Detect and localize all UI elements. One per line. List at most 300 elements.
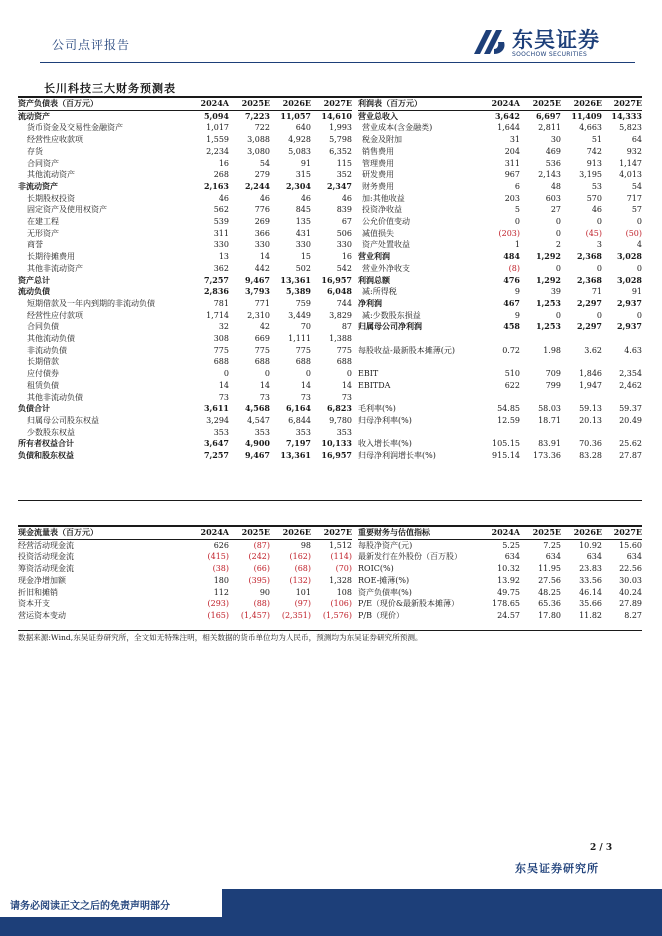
value-cell: 14,333: [611, 110, 642, 121]
table-row: [18, 251, 352, 263]
table-row: [18, 575, 352, 587]
row-label: 归属母公司股东权益: [27, 415, 99, 425]
value-cell: 634: [626, 552, 642, 562]
value-cell: 1,559: [206, 135, 229, 145]
value-cell: 2,297: [576, 321, 602, 332]
value-cell: (203): [498, 228, 520, 238]
table-row: [358, 239, 642, 251]
value-cell: 562: [213, 205, 229, 215]
value-cell: (45): [585, 228, 602, 238]
row-label: 固定资产及使用权资产: [27, 205, 107, 215]
value-cell: 484: [503, 251, 520, 262]
value-cell: (87): [253, 540, 270, 550]
value-cell: [602, 333, 642, 345]
table-title-cell: 重要财务与估值指标: [358, 527, 480, 539]
table-row: [18, 228, 352, 240]
table-row: [358, 438, 642, 450]
value-cell: 16,957: [321, 274, 352, 285]
value-cell: (162): [289, 552, 311, 562]
value-cell: 311: [213, 228, 229, 238]
value-cell: 2,462: [619, 380, 642, 390]
value-cell: 4,928: [288, 135, 311, 145]
value-cell: 16: [218, 158, 229, 168]
table-row: [18, 438, 352, 450]
value-cell: 776: [254, 205, 270, 215]
value-cell: 48.25: [538, 587, 561, 597]
value-cell: (50): [625, 228, 642, 238]
value-cell: [602, 427, 642, 439]
table-row: [358, 598, 642, 610]
table-row: [18, 169, 352, 181]
row-label: P/E（现价&最新股本摊薄）: [358, 599, 460, 609]
value-cell: 2,836: [203, 286, 229, 297]
page-title: 长川科技三大财务预测表: [44, 82, 176, 95]
value-cell: 268: [213, 170, 229, 180]
value-cell: (2,351): [281, 610, 311, 620]
table-row: [18, 146, 352, 158]
value-cell: 1,512: [329, 540, 352, 550]
header-divider: [40, 62, 635, 63]
value-cell: 7,257: [203, 274, 229, 285]
row-label: ROIC(%): [358, 564, 394, 574]
value-cell: 913: [586, 158, 602, 168]
value-cell: 1,714: [206, 310, 229, 320]
row-label: 长期股权投资: [27, 193, 75, 203]
value-cell: 98: [300, 540, 311, 550]
value-cell: 64: [631, 135, 642, 145]
year-header-cell: 2027E: [311, 527, 352, 539]
value-cell: 6: [514, 181, 520, 191]
value-cell: 4.63: [624, 345, 642, 355]
year-header-cell: 2024A: [188, 527, 229, 539]
value-cell: 688: [213, 357, 229, 367]
value-cell: 845: [295, 205, 311, 215]
row-label: 现金净增加额: [18, 575, 66, 585]
table-row: [358, 563, 642, 575]
value-cell: 0: [596, 217, 602, 227]
value-cell: 0: [555, 263, 561, 273]
value-cell: 688: [295, 357, 311, 367]
table-row: [358, 539, 642, 551]
value-cell: (8): [508, 263, 520, 273]
table-header-row: [358, 527, 642, 539]
row-label: EBITDA: [358, 380, 391, 390]
year-header-cell: 2026E: [561, 527, 602, 539]
value-cell: [520, 427, 561, 439]
value-cell: 2,354: [619, 369, 642, 379]
table-header-row: [18, 527, 352, 539]
row-label: 负债和股东权益: [18, 450, 74, 461]
table-row: [18, 368, 352, 380]
value-cell: 640: [295, 123, 311, 133]
value-cell: 1: [514, 240, 520, 250]
table-row: [18, 356, 352, 368]
table-row: [358, 122, 642, 134]
value-cell: 65.36: [538, 599, 561, 609]
row-label: EBIT: [358, 369, 379, 379]
cash-flow-table: [18, 527, 352, 622]
value-cell: 9,467: [244, 450, 270, 461]
row-label: 研发费用: [362, 170, 394, 180]
value-cell: 10.92: [579, 540, 602, 550]
value-cell: 7,223: [244, 110, 270, 121]
value-cell: 83.28: [579, 451, 602, 461]
value-cell: 0.72: [502, 345, 520, 355]
table-row: [18, 134, 352, 146]
value-cell: 7.25: [543, 540, 561, 550]
value-cell: 634: [545, 552, 561, 562]
row-label: 长期借款: [27, 357, 59, 367]
value-cell: 3,611: [203, 403, 229, 414]
value-cell: 1,017: [206, 123, 229, 133]
table-row: [358, 551, 642, 563]
value-cell: 839: [336, 205, 352, 215]
value-cell: 775: [213, 345, 229, 355]
row-label: ROE-摊薄(%): [358, 575, 410, 585]
row-label: 其他流动负债: [27, 334, 75, 344]
row-label: 存货: [27, 146, 43, 156]
row-label: 净利润: [358, 297, 382, 308]
row-label: 资产负债率(%): [358, 587, 412, 597]
value-cell: 6,352: [329, 146, 352, 156]
value-cell: 1,253: [535, 321, 561, 332]
value-cell: 932: [626, 146, 642, 156]
row-label: 毛利率(%): [358, 404, 396, 414]
year-header-cell: 2024A: [480, 98, 520, 110]
value-cell: 3,829: [329, 310, 352, 320]
year-header-cell: 2026E: [270, 98, 311, 110]
table-row: [358, 333, 642, 345]
value-cell: 2,368: [576, 274, 602, 285]
table-row: [18, 539, 352, 551]
value-cell: 35.66: [579, 599, 602, 609]
value-cell: 70: [300, 322, 311, 332]
row-label: 少数股东权益: [27, 427, 75, 437]
value-cell: [480, 392, 520, 404]
value-cell: 5,389: [285, 286, 311, 297]
row-label: 营业利润: [358, 251, 390, 262]
value-cell: 87: [341, 322, 352, 332]
logo-text-cn: 东吴证券: [512, 28, 600, 52]
footer-institute: 东吴证券研究所: [515, 862, 599, 875]
value-cell: 3,449: [288, 310, 311, 320]
row-label: 归母净利润增长率(%): [358, 451, 436, 461]
value-cell: 502: [295, 263, 311, 273]
value-cell: (165): [207, 610, 229, 620]
value-cell: 58.03: [538, 404, 561, 414]
value-cell: 27.89: [619, 599, 642, 609]
value-cell: 5,798: [329, 135, 352, 145]
value-cell: 4,900: [244, 438, 270, 449]
row-label: 应付债券: [27, 369, 59, 379]
row-label: 营业成本(含金融类): [362, 123, 433, 133]
table-row: [18, 598, 352, 610]
value-cell: 469: [545, 146, 561, 156]
table-row: [358, 110, 642, 122]
table-row: [18, 380, 352, 392]
value-cell: 59.13: [579, 404, 602, 414]
row-label: 每股收益-最新股本摊薄(元): [358, 345, 455, 355]
value-cell: 59.37: [619, 404, 642, 414]
value-cell: 25.62: [619, 439, 642, 449]
table-row: [358, 158, 642, 170]
value-cell: 5,823: [619, 123, 642, 133]
row-label: 减:所得税: [362, 287, 397, 297]
value-cell: [520, 392, 561, 404]
value-cell: 115: [336, 158, 352, 168]
value-cell: 53: [591, 181, 602, 191]
value-cell: 330: [254, 240, 270, 250]
value-cell: 0: [596, 310, 602, 320]
value-cell: 7,197: [285, 438, 311, 449]
value-cell: 2,368: [576, 251, 602, 262]
table-row: [358, 134, 642, 146]
year-header-cell: 2026E: [270, 527, 311, 539]
value-cell: 48: [550, 181, 561, 191]
table-row: [18, 181, 352, 193]
value-cell: 1,993: [329, 123, 352, 133]
table-row: [18, 263, 352, 275]
value-cell: 775: [254, 345, 270, 355]
value-cell: 1,388: [329, 334, 352, 344]
value-cell: 0: [636, 217, 642, 227]
value-cell: 101: [295, 587, 311, 597]
row-label: 归母净利率(%): [358, 415, 412, 425]
row-label: [358, 333, 480, 345]
value-cell: 1,253: [535, 297, 561, 308]
table-row: [358, 392, 642, 404]
table-row: [18, 345, 352, 357]
value-cell: 2,937: [616, 321, 642, 332]
value-cell: 17.80: [538, 610, 561, 620]
row-label: 货币资金及交易性金融资产: [27, 123, 123, 133]
value-cell: 12.59: [497, 415, 520, 425]
value-cell: 352: [336, 170, 352, 180]
row-label: 收入增长率(%): [358, 439, 412, 449]
table-row: [358, 345, 642, 357]
value-cell: [561, 392, 602, 404]
value-cell: 1,147: [619, 158, 642, 168]
value-cell: 431: [295, 228, 311, 238]
value-cell: 366: [254, 228, 270, 238]
table-row: [358, 275, 642, 287]
value-cell: 51: [591, 135, 602, 145]
value-cell: 30.03: [619, 575, 642, 585]
value-cell: 709: [545, 369, 561, 379]
value-cell: 330: [336, 240, 352, 250]
table-row: [18, 122, 352, 134]
value-cell: 46: [218, 193, 229, 203]
row-label: 资产处置收益: [362, 240, 410, 250]
mid-table-border: [18, 500, 642, 501]
value-cell: 112: [213, 587, 229, 597]
value-cell: 0: [555, 217, 561, 227]
value-cell: 2,304: [285, 180, 311, 191]
value-cell: 775: [295, 345, 311, 355]
value-cell: 603: [545, 193, 561, 203]
report-type: 公司点评报告: [52, 38, 131, 52]
value-cell: 353: [254, 427, 270, 437]
row-label: 利润总额: [358, 274, 390, 285]
value-cell: 57: [631, 205, 642, 215]
value-cell: [561, 356, 602, 368]
value-cell: 4,547: [247, 415, 270, 425]
value-cell: 22.56: [619, 564, 642, 574]
value-cell: 180: [213, 575, 229, 585]
value-cell: 23.83: [579, 564, 602, 574]
value-cell: 46: [300, 193, 311, 203]
source-note: 数据来源:Wind,东吴证券研究所，全文如无特殊注明，相关数据的货币单位均为人民币，预测均为东吴证券研究所预测。: [18, 633, 423, 642]
table-row: [18, 427, 352, 439]
value-cell: 11.82: [579, 610, 602, 620]
value-cell: (1,576): [322, 610, 352, 620]
value-cell: 49.75: [497, 587, 520, 597]
value-cell: 353: [336, 427, 352, 437]
value-cell: [520, 356, 561, 368]
value-cell: 91: [631, 287, 642, 297]
value-cell: [602, 356, 642, 368]
balance-sheet-table: [18, 98, 352, 462]
table-row: [358, 368, 642, 380]
value-cell: 13,361: [280, 274, 311, 285]
year-header-cell: 2025E: [229, 527, 270, 539]
value-cell: (68): [294, 564, 311, 574]
value-cell: 18.71: [538, 415, 561, 425]
value-cell: 14,610: [321, 110, 352, 121]
value-cell: 42: [259, 322, 270, 332]
value-cell: 744: [336, 298, 352, 308]
table-row: [18, 587, 352, 599]
income-statement-table: [358, 98, 642, 462]
row-label: 流动资产: [18, 110, 50, 121]
value-cell: 1,846: [579, 369, 602, 379]
value-cell: 330: [213, 240, 229, 250]
value-cell: (415): [207, 552, 229, 562]
row-label: 经营性应付款项: [27, 310, 83, 320]
value-cell: 1.98: [543, 345, 561, 355]
value-cell: 542: [336, 263, 352, 273]
value-cell: 1,292: [535, 251, 561, 262]
value-cell: 6,697: [535, 110, 561, 121]
value-cell: 5,083: [288, 146, 311, 156]
table-row: [358, 321, 642, 333]
year-header-cell: 2026E: [561, 98, 602, 110]
value-cell: 634: [504, 552, 520, 562]
table-row: [18, 415, 352, 427]
value-cell: 626: [213, 540, 229, 550]
value-cell: 0: [223, 369, 229, 379]
value-cell: (395): [248, 575, 270, 585]
row-label: 其他流动资产: [27, 170, 75, 180]
value-cell: 8.27: [624, 610, 642, 620]
table-row: [358, 228, 642, 240]
table-row: [358, 216, 642, 228]
value-cell: 3,642: [494, 110, 520, 121]
row-label: 负债合计: [18, 403, 50, 414]
row-label: 加:其他收益: [362, 193, 405, 203]
value-cell: 510: [504, 369, 520, 379]
table-row: [358, 181, 642, 193]
value-cell: 308: [213, 334, 229, 344]
row-label: 商誉: [27, 240, 43, 250]
value-cell: 5,094: [203, 110, 229, 121]
row-label: 经营活动现金流: [18, 540, 74, 550]
table-row: [358, 310, 642, 322]
value-cell: 54: [259, 158, 270, 168]
value-cell: 442: [254, 263, 270, 273]
value-cell: [561, 427, 602, 439]
row-label: 资产总计: [18, 274, 50, 285]
value-cell: 311: [504, 158, 520, 168]
table-row: [358, 403, 642, 415]
value-cell: 40.24: [619, 587, 642, 597]
year-header-cell: 2024A: [480, 527, 520, 539]
table-row: [18, 158, 352, 170]
value-cell: 279: [254, 170, 270, 180]
row-label: 在建工程: [27, 217, 59, 227]
value-cell: 3,195: [579, 170, 602, 180]
value-cell: 506: [336, 228, 352, 238]
table-row: [358, 380, 642, 392]
table-row: [358, 415, 642, 427]
table-row: [358, 204, 642, 216]
table-header-row: [358, 98, 642, 110]
value-cell: 4: [636, 240, 642, 250]
value-cell: 13.92: [497, 575, 520, 585]
value-cell: (70): [335, 564, 352, 574]
value-cell: 1,111: [288, 334, 311, 344]
value-cell: 2,310: [247, 310, 270, 320]
value-cell: 688: [336, 357, 352, 367]
table-header-row: [18, 98, 352, 110]
table-row: [358, 263, 642, 275]
table-row: [358, 251, 642, 263]
value-cell: 6,164: [285, 403, 311, 414]
row-label: 财务费用: [362, 181, 394, 191]
value-cell: 108: [336, 587, 352, 597]
table-row: [18, 110, 352, 122]
value-cell: 0: [555, 310, 561, 320]
table-row: [358, 587, 642, 599]
value-cell: 0: [346, 369, 352, 379]
value-cell: [602, 392, 642, 404]
soochow-logo-icon: [470, 24, 508, 60]
value-cell: 91: [300, 158, 311, 168]
value-cell: 717: [626, 193, 642, 203]
table-row: [18, 551, 352, 563]
value-cell: 67: [341, 217, 352, 227]
value-cell: 2,163: [203, 180, 229, 191]
value-cell: 0: [555, 228, 561, 238]
value-cell: 315: [295, 170, 311, 180]
value-cell: 16,957: [321, 450, 352, 461]
value-cell: 1,292: [535, 274, 561, 285]
table-row: [18, 286, 352, 298]
row-label: 归属母公司净利润: [358, 321, 422, 332]
year-header-cell: 2027E: [311, 98, 352, 110]
value-cell: 10,133: [321, 438, 352, 449]
row-label: 减:少数股东损益: [362, 310, 421, 320]
value-cell: 71: [591, 287, 602, 297]
year-header-cell: 2024A: [188, 98, 229, 110]
value-cell: 353: [213, 427, 229, 437]
value-cell: 2,234: [206, 146, 229, 156]
value-cell: 46: [341, 193, 352, 203]
table-row: [18, 275, 352, 287]
value-cell: (1,457): [240, 610, 270, 620]
value-cell: 203: [504, 193, 520, 203]
value-cell: 20.13: [579, 415, 602, 425]
